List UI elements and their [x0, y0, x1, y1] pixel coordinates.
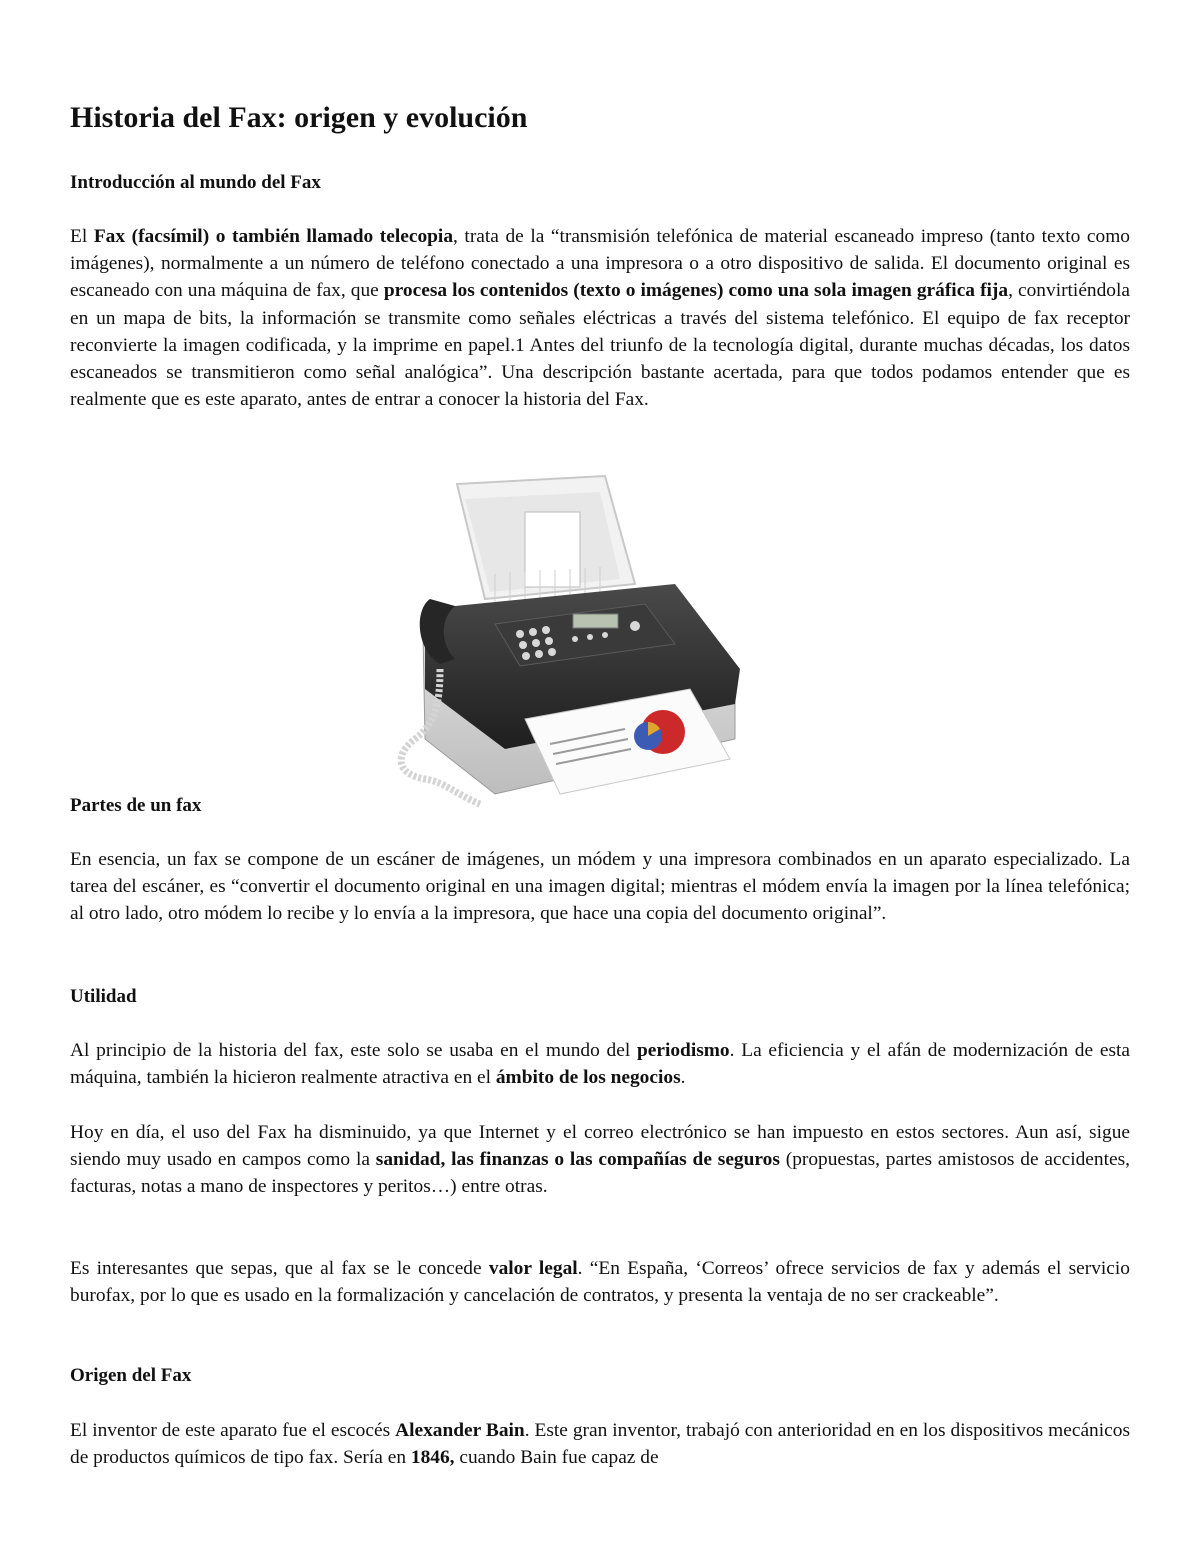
paragraph-intro: El Fax (facsímil) o también llamado telecopia, trata de la “transmisión telefónica de material escaneado impreso (tanto texto como imágenes), normalmente a un número de teléfono conectado a una impresora o a otro dispositivo de salida. El documento original es escaneado con una máquina de fax, que procesa los contenidos (texto o imágenes) como una sola imagen gráfica fija, convirtiéndola en un mapa de bits, la información se transmite como señales eléctricas a través del sistema telefónico. El equipo de fax receptor reconvierte la imagen codificada, y la imprime en papel.1 Antes del triunfo de la tecnología digital, durante muchas décadas, los datos escaneados se transmitieron como señal analógica”. Una descripción bastante acertada, para que todos podamos entender que es realmente que es este aparato, antes de entrar a conocer la historia del Fax.: [70, 226, 1130, 411]
paragraph-utilidad-1: Al principio de la historia del fax, este solo se usaba en el mundo del periodismo. La eficiencia y el afán de modernización de esta máquina, también la hicieron realmente atractiva en el ámbito de los negocios.: [70, 1040, 1131, 1089]
paragraph-origen: El inventor de este aparato fue el escocés Alexander Bain. Este gran inventor, trabajó con anterioridad en en los dispositivos mecánicos de productos químicos de tipo fax. Sería en 1846, cuando Bain fue capaz de: [70, 1420, 1130, 1469]
paragraph-utilidad-2: Hoy en día, el uso del Fax ha disminuido, ya que Internet y el correo electrónico se han impuesto en estos sectores. Aun así, sigue siendo muy usado en campos como la sanidad, las finanzas o las compañías de seguros (propuestas, partes amistosos de accidentes, facturas, notas a mano de inspectores y peritos…) entre otras.: [70, 1122, 1130, 1198]
document-title: Historia del Fax: origen y evolución: [70, 101, 528, 134]
paragraph-partes: En esencia, un fax se compone de un escáner de imágenes, un módem y una impresora combinados en un aparato especializado. La tarea del escáner, es “convertir el documento original en una imagen digital; mientras el módem envía la imagen por la línea telefónica; al otro lado, otro módem lo recibe y lo envía a la impresora, que hace una copia del documento original”.: [70, 849, 1130, 925]
heading-intro: Introducción al mundo del Fax: [70, 172, 321, 193]
fax-machine-icon: [345, 474, 745, 814]
heading-partes: Partes de un fax: [70, 795, 202, 816]
paragraph-utilidad-3: Es interesantes que sepas, que al fax se le concede valor legal. “En España, ‘Correos’ ofrece servicios de fax y además el servicio burofax, por lo que es usado en la formalización y cancelación de contratos, y presenta la ventaja de no ser crackeable”.: [70, 1258, 1130, 1307]
fax-machine-image: [345, 474, 745, 814]
heading-utilidad: Utilidad: [70, 986, 137, 1007]
heading-origen: Origen del Fax: [70, 1365, 192, 1386]
